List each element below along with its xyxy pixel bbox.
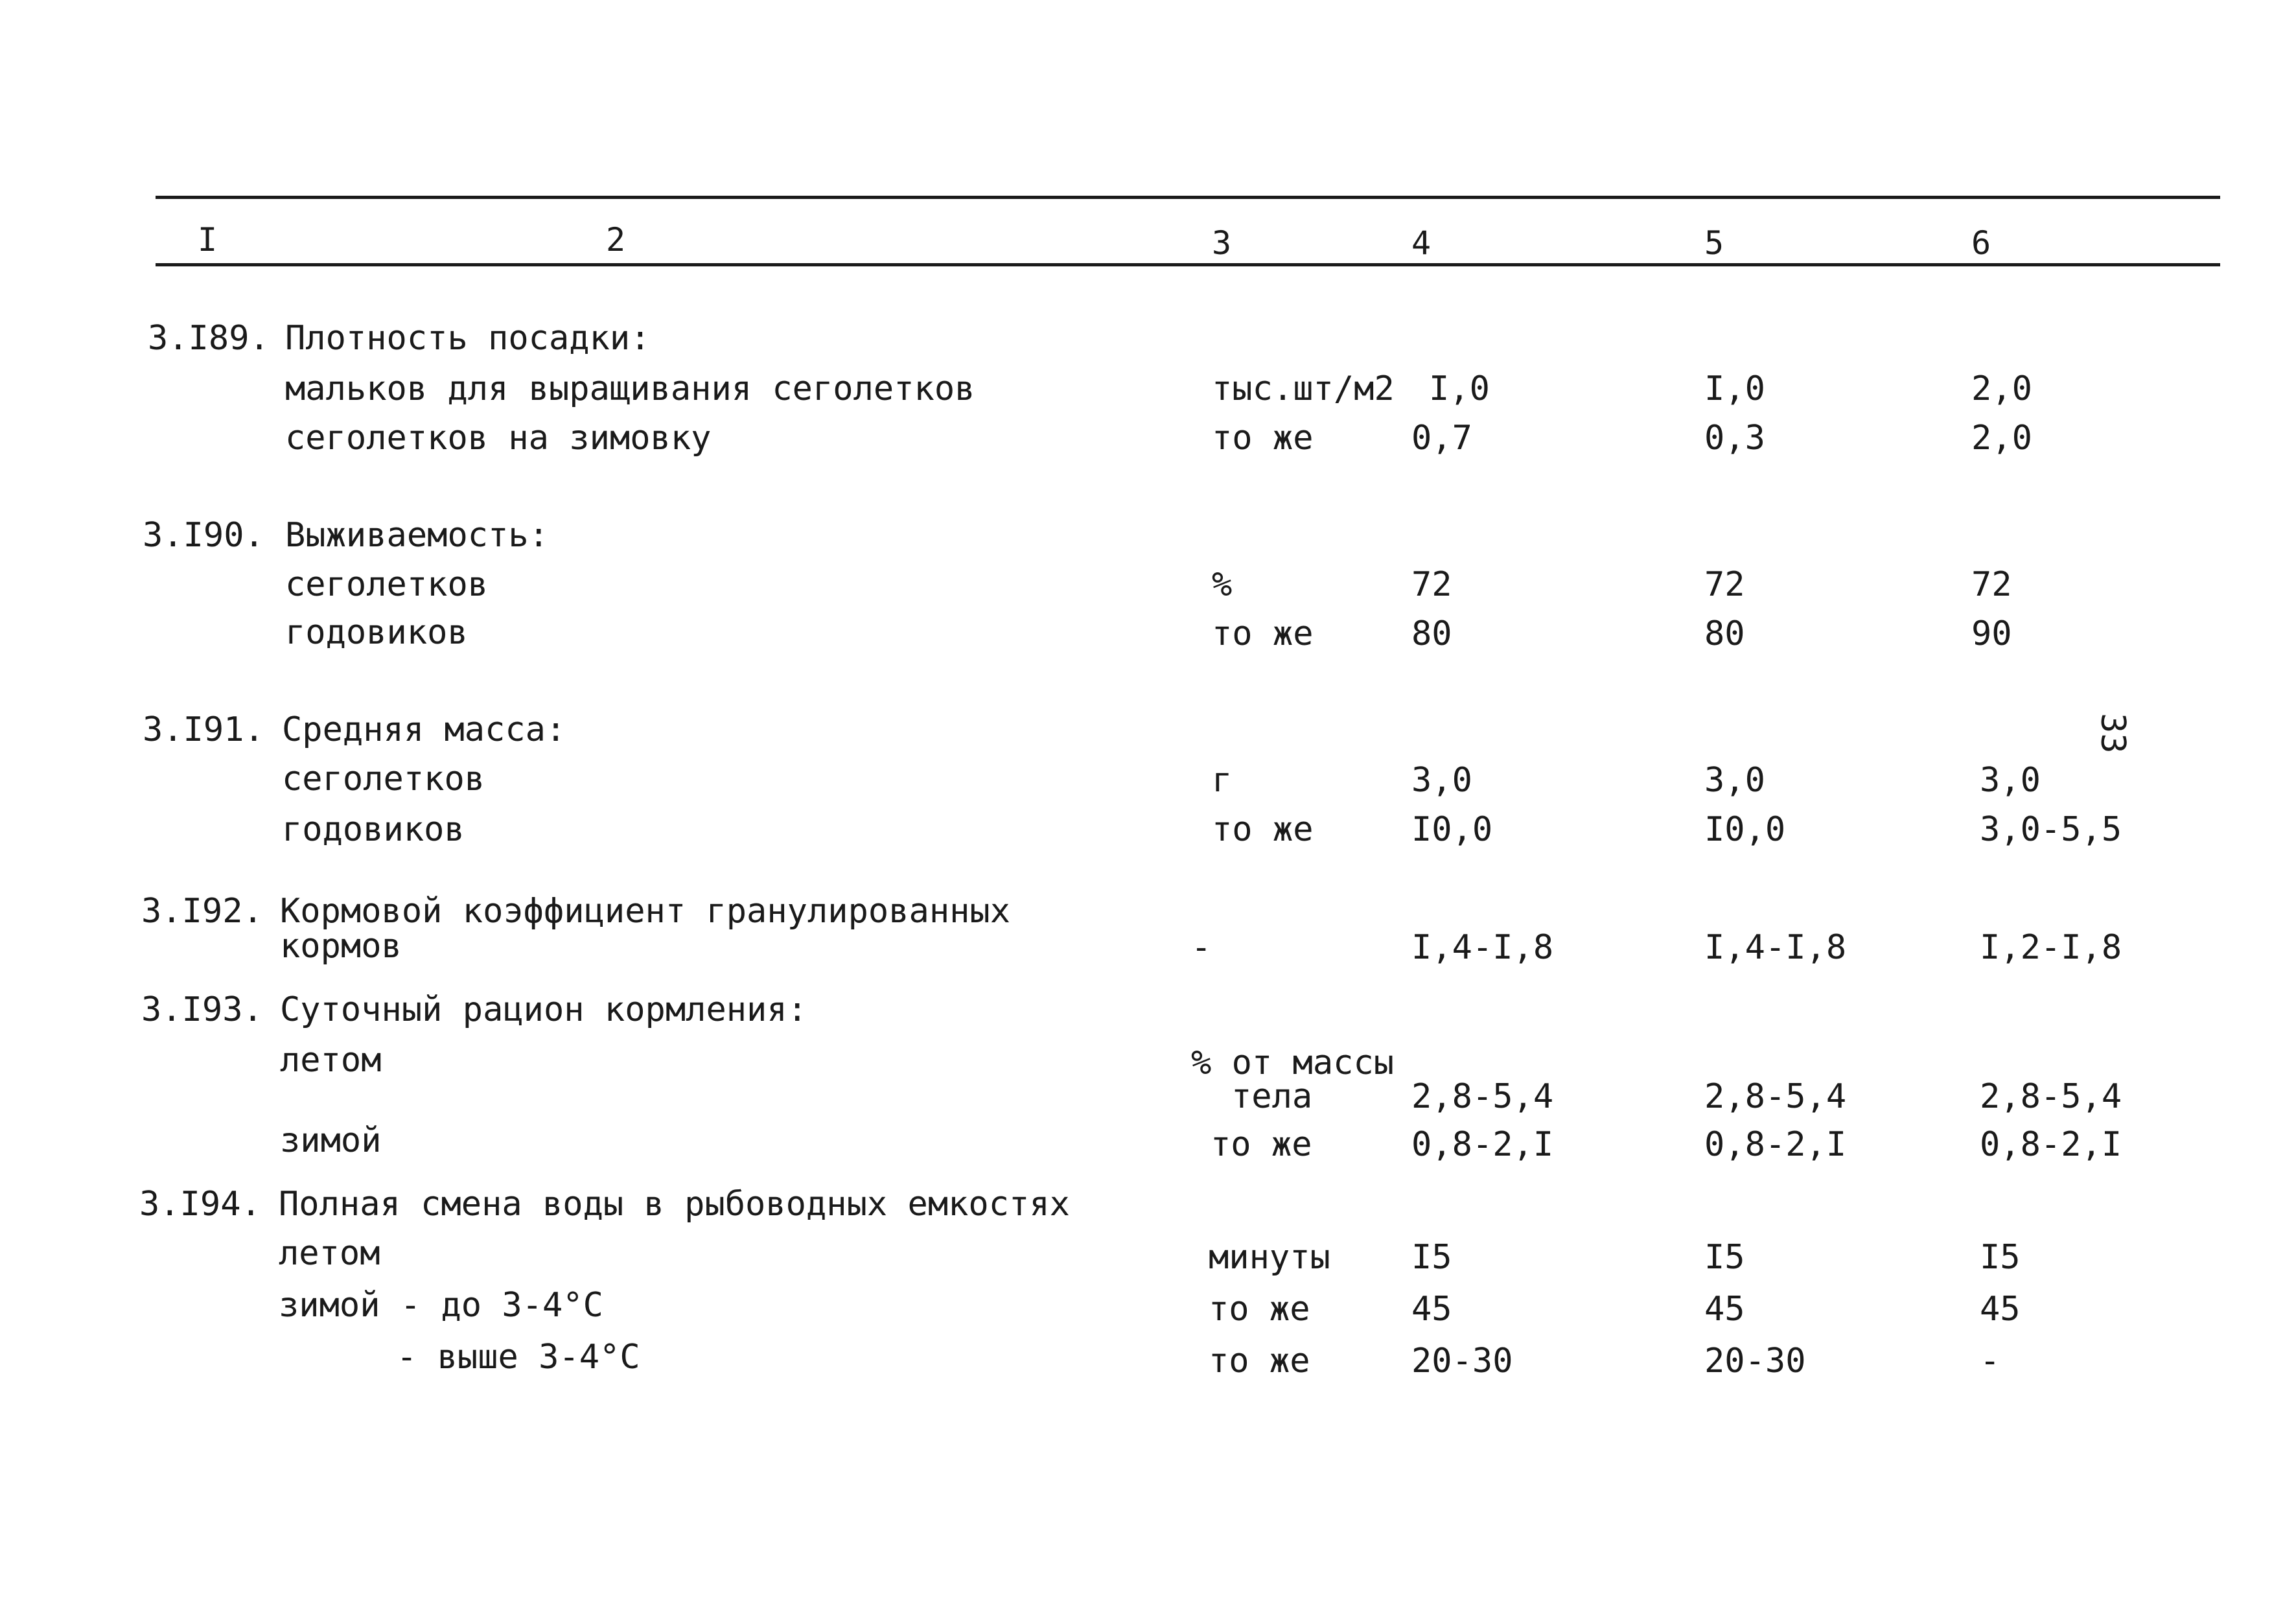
row-value-col6: 2,0 (1971, 419, 2032, 458)
row-label: - выше 3-4°С (397, 1338, 640, 1377)
row-value-col5: 0,3 (1704, 419, 1765, 458)
section-title: Полная смена воды в рыбоводных емкостях (279, 1185, 1070, 1224)
section-title: Плотность посадки: (285, 319, 651, 358)
row-value-col5: 45 (1704, 1290, 1745, 1329)
page-number: 33 (2093, 713, 2132, 754)
row-value-col6: 72 (1971, 565, 2012, 604)
row-value-col6: 0,8-2,I (1980, 1125, 2122, 1164)
row-unit: минуты (1209, 1238, 1330, 1277)
row-value-col4: I5 (1411, 1238, 1452, 1277)
row-value-col5: 3,0 (1704, 761, 1765, 800)
row-value-col4: I0,0 (1411, 810, 1493, 849)
row-label: сеголетков (285, 565, 489, 604)
row-unit: тыс.шт/м2 (1212, 369, 1395, 408)
row-value-col6: 90 (1971, 614, 2012, 653)
row-unit: то же (1211, 1125, 1312, 1164)
row-label: мальков для выращивания сеголетков (285, 369, 975, 408)
row-value-col6: 45 (1980, 1290, 2021, 1329)
row-value-col6: I5 (1980, 1238, 2021, 1277)
row-value-col5: 20-30 (1704, 1342, 1806, 1381)
row-value-col5: 72 (1704, 565, 1745, 604)
row-unit: то же (1212, 419, 1314, 458)
row-label: зимой (280, 1121, 382, 1160)
col-header-3: 3 (1212, 224, 1232, 262)
section-number: 3.I94. (139, 1185, 261, 1224)
row-unit-continued: тела (1231, 1077, 1313, 1116)
col-header-4: 4 (1411, 224, 1432, 262)
row-value-col4: I,4-I,8 (1411, 928, 1554, 967)
row-value-col5: I,4-I,8 (1704, 928, 1847, 967)
row-label: годовиков (285, 613, 468, 652)
section-number: 3.I89. (148, 319, 270, 358)
header-rule-top (156, 196, 2220, 199)
row-unit: % от массы (1191, 1043, 1395, 1082)
row-label: зимой - до 3-4°С (279, 1286, 603, 1325)
row-unit: % (1212, 565, 1233, 604)
row-value-col6: 3,0 (1980, 761, 2041, 800)
row-value-col6: 3,0-5,5 (1980, 810, 2122, 849)
row-value-col5: I0,0 (1704, 810, 1786, 849)
row-value-col4: 20-30 (1411, 1342, 1513, 1381)
row-value-col4: 0,7 (1411, 419, 1472, 458)
row-unit: то же (1212, 810, 1314, 849)
section-number: 3.I91. (143, 710, 264, 749)
col-header-2: 2 (606, 221, 626, 259)
row-label: годовиков (282, 810, 465, 849)
row-value-col5: 80 (1704, 614, 1745, 653)
row-value-col5: I,0 (1704, 369, 1765, 408)
section-title-continued: кормов (280, 927, 402, 966)
row-value-col4: I,0 (1429, 369, 1490, 408)
row-value-col6: 2,0 (1971, 369, 2032, 408)
col-header-1: I (198, 221, 218, 259)
section-title: Кормовой коэффициент гранулированных (280, 892, 1011, 931)
row-value-col5: 2,8-5,4 (1704, 1077, 1847, 1116)
row-value-col4: 0,8-2,I (1411, 1125, 1554, 1164)
section-title: Суточный рацион кормления: (280, 990, 807, 1029)
col-header-6: 6 (1971, 224, 1991, 262)
row-unit: то же (1209, 1342, 1310, 1381)
row-value-col6: I,2-I,8 (1980, 928, 2122, 967)
section-number: 3.I90. (143, 516, 264, 555)
row-label: сеголетков на зимовку (285, 419, 712, 458)
section-number: 3.I93. (141, 990, 263, 1029)
row-unit: г (1212, 761, 1233, 800)
row-value-col4: 2,8-5,4 (1411, 1077, 1554, 1116)
section-number: 3.I92. (141, 892, 263, 931)
section-title: Средняя масса: (282, 710, 566, 749)
row-value-col6: 2,8-5,4 (1980, 1077, 2122, 1116)
row-unit: то же (1212, 614, 1314, 653)
row-value-col5: 0,8-2,I (1704, 1125, 1847, 1164)
col-header-5: 5 (1704, 224, 1724, 262)
row-label: летом (280, 1041, 382, 1080)
row-value-col5: I5 (1704, 1238, 1745, 1277)
row-value-col4: 72 (1411, 565, 1452, 604)
row-value-col4: 3,0 (1411, 761, 1472, 800)
row-label: сеголетков (282, 760, 485, 798)
row-value-col4: 80 (1411, 614, 1452, 653)
row-value-col6: - (1980, 1342, 2000, 1381)
row-unit: - (1191, 928, 1212, 967)
row-value-col4: 45 (1411, 1290, 1452, 1329)
row-label: летом (279, 1234, 380, 1273)
header-rule-bottom (156, 263, 2220, 266)
section-title: Выживаемость: (285, 516, 549, 555)
row-unit: то же (1209, 1290, 1310, 1329)
